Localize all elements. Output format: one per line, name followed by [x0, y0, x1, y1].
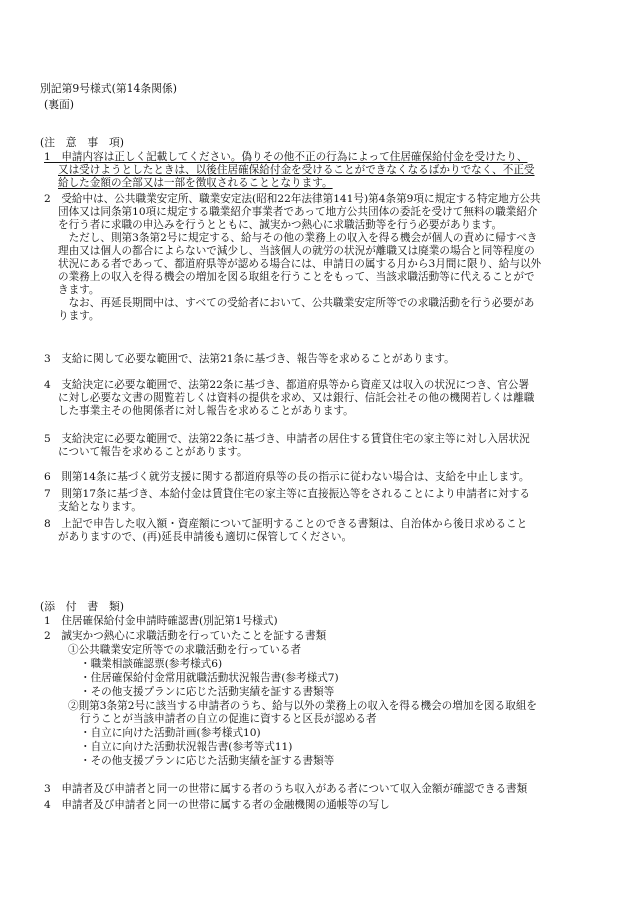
attachment-line-7: ②則第3条第2号に該当する申請者のうち、給与以外の業務上の収入を得る機会の増加を図る取組を [68, 700, 538, 712]
note-2-line-10: ります。 [58, 310, 100, 322]
note-5-line-2: について報告を求めることがあります。 [58, 446, 248, 458]
note-5-line-1: 5 支給決定に必要な範囲で、法第22条に基づき、申請者の居住する賃貸住宅の家主等に対し入居状況 [44, 433, 530, 445]
note-2-line-1: 2 受給中は、公共職業安定所、職業安定法(昭和22年法律第141号)第4条第9項に規定する特定地方公共 [44, 193, 541, 205]
note-2-line-7: の業務上の収入を得る機会の増加を図る取組を行うことをもって、当該求職活動等に代えることがで [58, 271, 535, 283]
attachment-line-10: ・自立に向けた活動状況報告書(参考等式11) [80, 741, 293, 753]
attachment-line-11: ・その他支援プランに応じた活動実績を証する書類等 [80, 755, 335, 767]
notes-heading: (注 意 事 項) [40, 136, 125, 149]
attachment-line-12: 3 申請者及び申請者と同一の世帯に属する者のうち収入がある者について収入金額が確認できる書類 [44, 783, 528, 795]
attachment-line-5: ・住居確保給付金常用就職活動状況報告書(参考様式7) [80, 672, 339, 684]
note-2-line-5: 理由又は個人の都合によらないで減少し、当該個人の就労の状況が離職又は廃業の場合と同等程度の [58, 245, 535, 257]
attachment-line-1: 1 住居確保給付金申請時確認書(別記第1号様式) [44, 615, 278, 627]
note-3-line-1: 3 支給に関して必要な範囲で、法第21条に基づき、報告等を求めることがあります。 [44, 353, 455, 365]
attachment-line-9: ・自立に向けた活動計画(参考様式10) [80, 727, 261, 739]
attachment-line-3: ①公共職業安定所等での求職活動を行っている者 [68, 644, 302, 656]
note-4-line-2: に対し必要な文書の閲覧若しくは資料の提供を求め、又は銀行、信託会社その他の機関若しくは離職 [58, 392, 535, 404]
note-2-line-8: きます。 [58, 284, 100, 296]
note-7-line-1: 7 則第17条に基づき、本給付金は賃貸住宅の家主等に直接振込等をされることにより申請者に対する [44, 488, 530, 500]
note-6-line-1: 6 則第14条に基づく就労支援に関する都道府県等の長の指示に従わない場合は、支給を中止します。 [44, 471, 530, 483]
note-2-line-6: 状況にある者であって、都道府県等が認める場合には、申請日の属する月から3月間に限り、給与以外 [58, 258, 542, 270]
note-2-line-4: ただし、則第3条第2号に規定する、給与その他の業務上の収入を得る機会が個人の責めに帰すべき [58, 232, 538, 244]
form-title: 別記第9号様式(第14条関係) [40, 82, 178, 95]
note-2-line-9: なお、再延長期間中は、すべての受給者において、公共職業安定所等での求職活動を行う必要があ [58, 297, 535, 309]
note-8-line-1: 8 上記で申告した収入額・資産額について証明することのできる書類は、自治体から後日求めること [44, 518, 528, 530]
note-1-line-3: 給した金額の全部又は一部を徴収されることとなります。 [58, 177, 333, 189]
note-8-line-2: がありますので、(再)延長申請後も適切に保管してください。 [58, 531, 353, 543]
attachment-line-6: ・その他支援プランに応じた活動実績を証する書類等 [80, 686, 335, 698]
note-4-line-1: 4 支給決定に必要な範囲で、法第22条に基づき、都道府県等から資産又は収入の状況につき、官公署 [44, 379, 530, 391]
note-1-line-2: 又は受けようとしたときは、以後住居確保給付金を受けることができなくなるばかりでなく、不正受 [58, 164, 535, 176]
attachment-line-2: 2 誠実かつ熱心に求職活動を行っていたことを証する書類 [44, 630, 327, 642]
attachments-heading: (添 付 書 類) [40, 600, 125, 613]
note-2-line-2: 団体又は同条第10項に規定する職業紹介事業者であって地方公共団体の委託を受けて無料の職業紹介 [58, 206, 538, 218]
note-2-line-3: を行う者に求職の申込みを行うとともに、誠実かつ熱心に求職活動等を行う必要があります。 [58, 219, 503, 231]
note-7-line-2: 支給となります。 [58, 501, 142, 513]
attachment-line-13: 4 申請者及び申請者と同一の世帯に属する者の金融機関の通帳等の写し [44, 799, 390, 811]
attachment-line-8: 行うことが当該申請者の自立の促進に資すると区長が認める者 [80, 713, 377, 725]
attachment-line-4: ・職業相談確認票(参考様式6) [80, 658, 223, 670]
note-4-line-3: した事業主その他関係者に対し報告を求めることがあります。 [58, 405, 354, 417]
side-label: (裏面) [44, 98, 75, 111]
note-1-line-1: 1 申請内容は正しく記載してください。偽りその他不正の行為によって住居確保給付金を受けたり、 [44, 151, 528, 163]
